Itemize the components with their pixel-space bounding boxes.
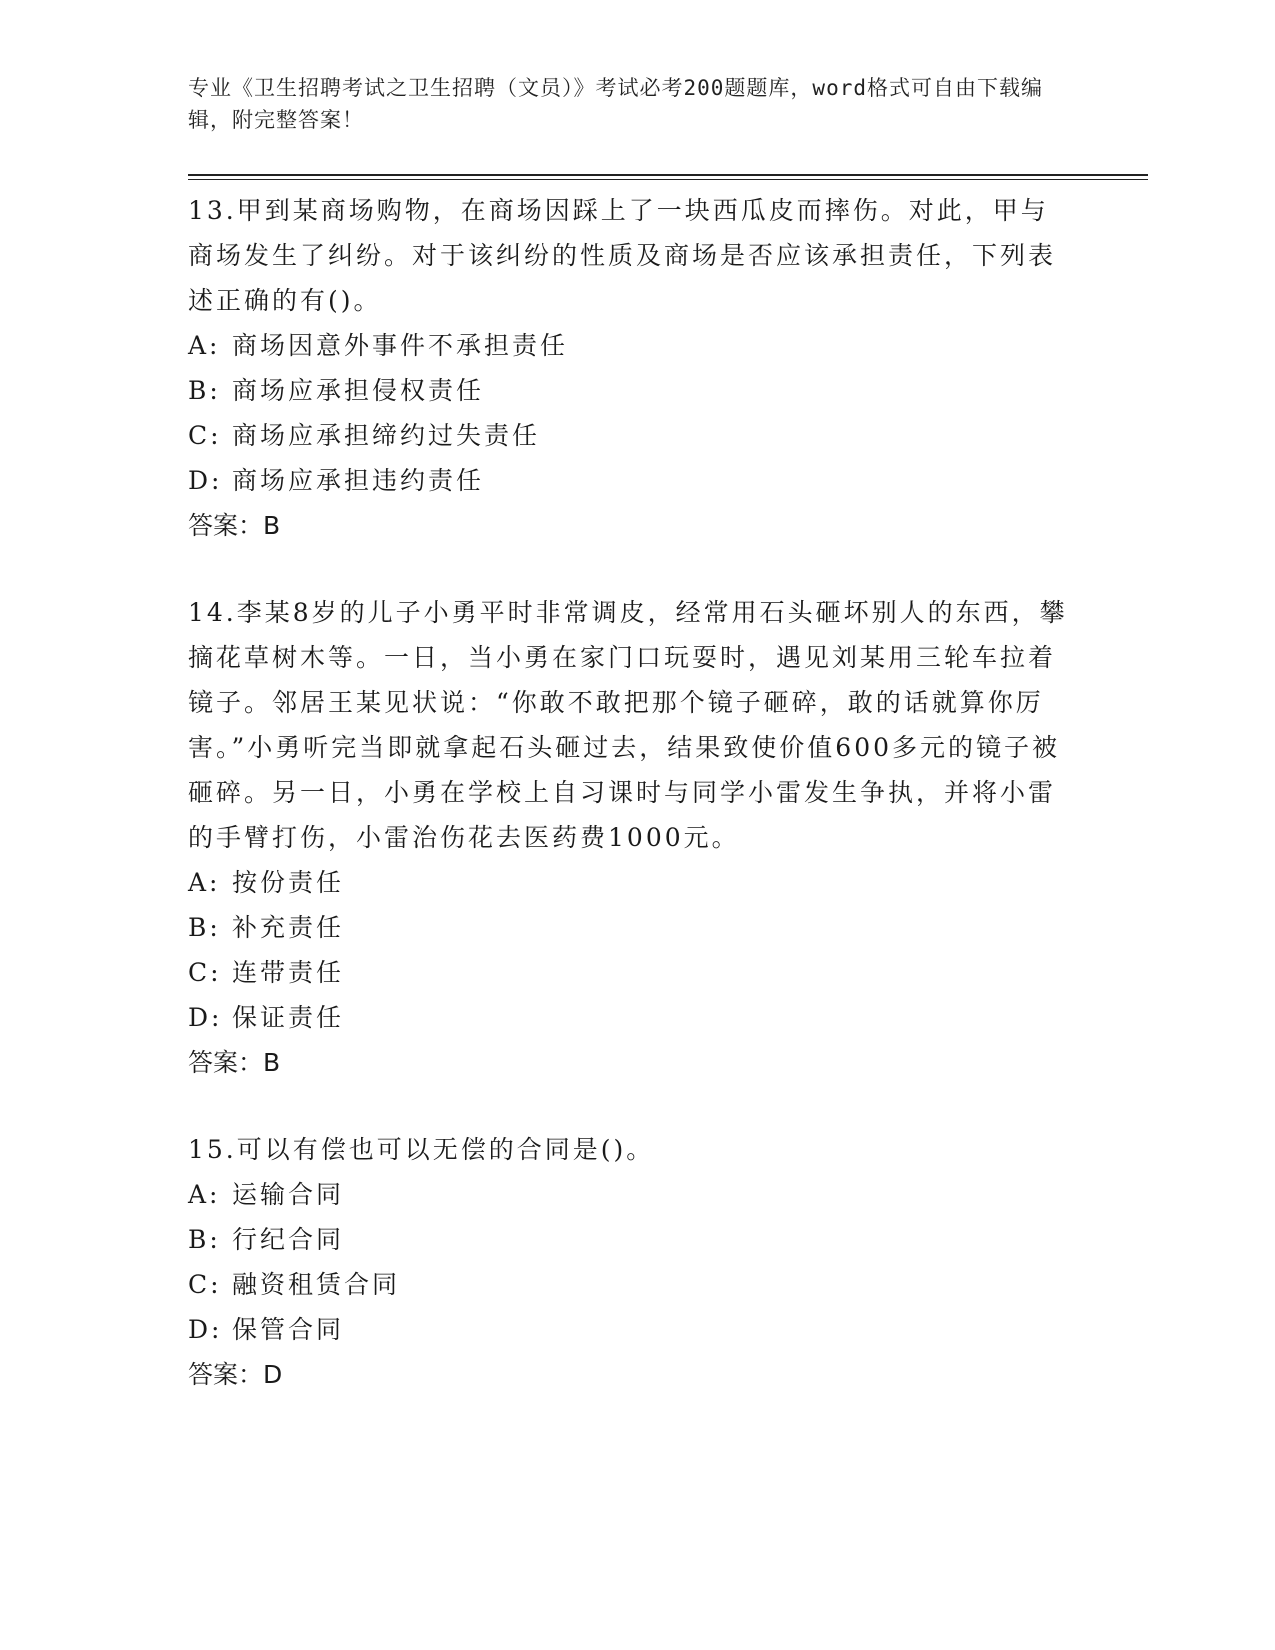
option-d [188, 458, 1148, 503]
option-letter: B: [188, 376, 221, 405]
question-13 [188, 188, 1148, 548]
option-c [188, 950, 1148, 995]
header-divider [188, 174, 1148, 180]
option-d [188, 995, 1148, 1040]
option-b [188, 368, 1148, 413]
option-text: 连带责任 [232, 958, 345, 987]
option-a [188, 860, 1148, 905]
option-text: 保证责任 [232, 1003, 345, 1032]
option-a [188, 323, 1148, 368]
option-letter: A: [188, 868, 221, 897]
option-text: 补充责任 [232, 913, 345, 942]
option-letter: D: [188, 1315, 223, 1344]
option-a [188, 1172, 1148, 1217]
answer-line: 答案：D [188, 1360, 283, 1389]
option-b [188, 1217, 1148, 1262]
document-page [188, 72, 1148, 1397]
option-text: 商场应承担侵权责任 [232, 376, 485, 405]
question-stem: 13.甲到某商场购物，在商场因踩上了一块西瓜皮而摔伤。对此，甲与商场发生了纠纷。对于该纠纷的性质及商场是否应该承担责任，下列表述正确的有()。 [188, 196, 1057, 315]
question-stem: 14.李某8岁的儿子小勇平时非常调皮，经常用石头砸坏别人的东西，攀摘花草树木等。一日，当小勇在家门口玩耍时，遇见刘某用三轮车拉着镜子。邻居王某见状说：“你敢不敢把那个镜子砸碎，敢的话就算你厉害。”小勇听完当即就拿起石头砸过去，结果致使价值600多元的镜子被砸碎。另一日，小勇在学校上自习课时与同学小雷发生争执，并将小雷的手臂打伤，小雷治伤花去医药费1000元。 [188, 598, 1068, 852]
question-stem: 15.可以有偿也可以无偿的合同是()。 [188, 1135, 655, 1164]
option-letter: A: [188, 331, 221, 360]
option-text: 按份责任 [232, 868, 345, 897]
option-letter: B: [188, 1225, 221, 1254]
answer-line: 答案：B [188, 1048, 281, 1077]
option-text: 保管合同 [232, 1315, 345, 1344]
option-text: 运输合同 [232, 1180, 345, 1209]
option-letter: C: [188, 1270, 222, 1299]
question-15 [188, 1127, 1148, 1397]
option-text: 商场应承担违约责任 [232, 466, 485, 495]
option-text: 商场因意外事件不承担责任 [232, 331, 569, 360]
option-letter: A: [188, 1180, 221, 1209]
option-c [188, 1262, 1148, 1307]
option-b [188, 905, 1148, 950]
option-letter: D: [188, 466, 223, 495]
option-text: 商场应承担缔约过失责任 [232, 421, 541, 450]
option-letter: D: [188, 1003, 223, 1032]
question-14 [188, 590, 1148, 1085]
document-header: 专业《卫生招聘考试之卫生招聘（文员）》考试必考200题题库，word格式可自由下载编辑，附完整答案！ [188, 76, 1043, 132]
option-text: 行纪合同 [232, 1225, 345, 1254]
option-letter: B: [188, 913, 221, 942]
answer-line: 答案：B [188, 511, 281, 540]
option-letter: C: [188, 958, 222, 987]
option-c [188, 413, 1148, 458]
option-text: 融资租赁合同 [232, 1270, 401, 1299]
option-letter: C: [188, 421, 222, 450]
option-d [188, 1307, 1148, 1352]
